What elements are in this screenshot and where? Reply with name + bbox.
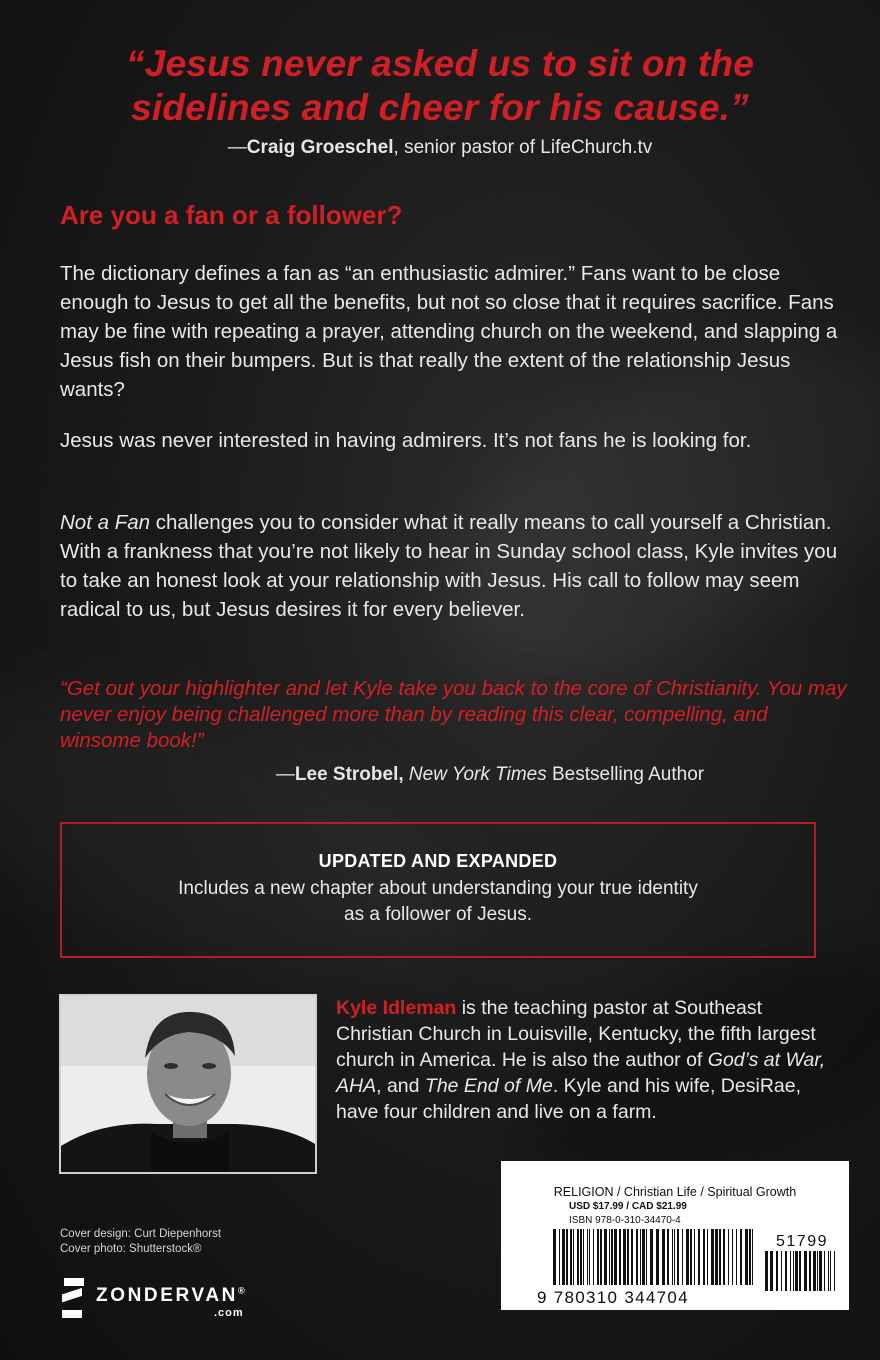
barcode-bar <box>667 1229 669 1285</box>
barcode-bar <box>834 1251 835 1291</box>
endorsement-quote: “Get out your highlighter and let Kyle take you back to the core of Christianity. You may never enjoy being challenged more than by reading this clear, compelling, and winsome book!” <box>60 677 847 752</box>
author-bio-text-1: is the teaching pastor at Southeast Christian Church in Louisville, Kentucky, the fifth largest church in America. He is also the author of <box>336 997 816 1071</box>
barcode-bar <box>636 1229 638 1285</box>
attribution-name: Craig Groeschel <box>246 137 394 158</box>
author-bio-text-2: , and <box>376 1075 425 1097</box>
barcode-bar <box>656 1229 659 1285</box>
publisher-name <box>96 1285 245 1307</box>
updated-box-text: Includes a new chapter about understanding your true identity as a follower of Jesus. <box>178 878 698 925</box>
barcode-panel <box>501 1161 849 1310</box>
barcode-bar <box>736 1229 737 1285</box>
barcode-bar <box>719 1229 721 1285</box>
barcode-bar <box>566 1229 568 1285</box>
barcode-graphic <box>501 1161 849 1310</box>
barcode-addon-bars <box>765 1251 835 1291</box>
author-name: Kyle Idleman <box>336 997 457 1019</box>
barcode-bar <box>694 1229 695 1285</box>
barcode-main-bars <box>553 1229 753 1285</box>
top-quote-line-2: sidelines and cheer for his cause.” <box>131 87 749 128</box>
author-bio-text-3: . Kyle and his wife, DesiRae, have four children and live on a farm. <box>336 1075 802 1123</box>
barcode-bar <box>650 1229 653 1285</box>
barcode-bar <box>819 1251 822 1291</box>
barcode-bar <box>765 1251 768 1291</box>
paragraph-3-text: challenges you to consider what it really means to call yourself a Christian. With a frankness that you’re not likely to hear in Sunday school class, Kyle invites you to take an honest look at your relationship with Jesus. His call to follow may seem radical to us, but Jesus desires it for every believer. <box>60 511 838 621</box>
barcode-bar <box>593 1229 594 1285</box>
barcode-bar <box>793 1251 794 1291</box>
author-bio <box>336 995 836 1125</box>
barcode-bar <box>577 1229 579 1285</box>
barcode-bar <box>799 1251 801 1291</box>
barcode-bar <box>728 1229 729 1285</box>
cover-design-credit: Cover design: Curt Diepenhorst <box>60 1228 222 1240</box>
endorsement-attribution <box>60 764 860 786</box>
barcode-bar <box>785 1251 787 1291</box>
barcode-bar <box>682 1229 683 1285</box>
barcode-isbn: ISBN 978-0-310-34470-4 <box>569 1215 681 1226</box>
barcode-bar <box>662 1229 665 1285</box>
barcode-bar <box>686 1229 689 1285</box>
barcode-bar <box>698 1229 700 1285</box>
endorsement-dash: — <box>275 764 295 785</box>
barcode-main-digits: 9 780310 344704 <box>537 1288 689 1307</box>
barcode-bar <box>553 1229 556 1285</box>
barcode-bar <box>614 1229 617 1285</box>
zondervan-mark-icon <box>60 1276 90 1322</box>
barcode-bar <box>580 1229 582 1285</box>
section-heading: Are you a fan or a follower? <box>60 200 403 230</box>
author-photo <box>59 994 317 1174</box>
barcode-bar <box>749 1229 751 1285</box>
author-book-2: The End of Me <box>424 1075 553 1097</box>
updated-box-title: UPDATED AND EXPANDED <box>318 851 558 871</box>
barcode-bar <box>604 1229 607 1285</box>
barcode-bar <box>627 1229 629 1285</box>
barcode-bar <box>817 1251 818 1291</box>
barcode-bar <box>703 1229 705 1285</box>
barcode-bar <box>573 1229 574 1285</box>
barcode-bar <box>776 1251 778 1291</box>
barcode-bar <box>597 1229 599 1285</box>
cover-credits <box>60 1227 221 1257</box>
barcode-bar <box>642 1229 645 1285</box>
barcode-bar <box>781 1251 782 1291</box>
top-quote-attribution <box>40 137 840 159</box>
barcode-bar <box>623 1229 626 1285</box>
barcode-bar <box>723 1229 725 1285</box>
barcode-bar <box>740 1229 742 1285</box>
barcode-bar <box>711 1229 714 1285</box>
description-paragraph-3 <box>60 508 840 624</box>
barcode-bar <box>674 1229 675 1285</box>
barcode-bar <box>715 1229 718 1285</box>
barcode-bar <box>587 1229 588 1285</box>
cover-photo-credit: Cover photo: Shutterstock® <box>60 1243 202 1255</box>
book-title: Not a Fan <box>60 511 151 534</box>
top-quote-line-1: “Jesus never asked us to sit on the <box>126 43 754 84</box>
barcode-bar <box>813 1251 816 1291</box>
barcode-bar <box>609 1229 610 1285</box>
barcode-bar <box>589 1229 590 1285</box>
barcode-price: USD $17.99 / CAD $21.99 <box>569 1201 687 1212</box>
barcode-bar <box>824 1251 825 1291</box>
barcode-addon-digits: 51799 <box>776 1233 828 1250</box>
barcode-bar <box>804 1251 807 1291</box>
barcode-bar <box>677 1229 679 1285</box>
publisher-name-text: ZONDERVAN <box>96 1285 238 1306</box>
publisher-reg-mark: ® <box>237 1285 245 1296</box>
barcode-bar <box>707 1229 708 1285</box>
updated-expanded-box <box>60 822 816 958</box>
barcode-bar <box>583 1229 584 1285</box>
endorser-name: Lee Strobel, <box>294 764 404 785</box>
barcode-category: RELIGION / Christian Life / Spiritual Growth <box>553 1185 797 1199</box>
barcode-bar <box>640 1229 641 1285</box>
endorser-publication: New York Times <box>408 764 547 785</box>
attribution-dash: — <box>227 137 247 158</box>
barcode-bar <box>690 1229 692 1285</box>
description-paragraph-1: The dictionary defines a fan as “an enthusiastic admirer.” Fans want to be close enough to Jesus to get all the benefits, but not so close that it requires sacrifice. Fans may be fine with repeating a prayer, attending church on the weekend, and slapping a Jesus fish on their bumpers. But is that really the extent of the relationship Jesus wants? <box>60 262 838 401</box>
barcode-bar <box>830 1251 831 1291</box>
barcode-bar <box>795 1251 798 1291</box>
author-book-1: God’s at War, AHA <box>336 1049 826 1097</box>
endorser-role: Bestselling Author <box>552 764 705 785</box>
barcode-bar <box>619 1229 621 1285</box>
top-quote <box>40 42 840 130</box>
publisher-domain: .com <box>214 1307 244 1319</box>
zondervan-logo <box>60 1276 300 1326</box>
attribution-role: , senior pastor of LifeChurch.tv <box>393 137 653 158</box>
author-portrait-illustration <box>61 996 315 1172</box>
description-paragraph-2: Jesus was never interested in having admirers. It’s not fans he is looking for. <box>60 429 752 452</box>
barcode-bar <box>732 1229 733 1285</box>
barcode-bar <box>770 1251 773 1291</box>
barcode-bar <box>631 1229 633 1285</box>
barcode-bar <box>828 1251 829 1291</box>
barcode-bar <box>745 1229 748 1285</box>
barcode-bar <box>611 1229 613 1285</box>
barcode-bar <box>600 1229 602 1285</box>
barcode-bar <box>790 1251 791 1291</box>
barcode-bar <box>562 1229 565 1285</box>
barcode-bar <box>809 1251 811 1291</box>
barcode-bar <box>752 1229 753 1285</box>
barcode-bar <box>570 1229 572 1285</box>
barcode-bar <box>646 1229 647 1285</box>
barcode-bar <box>672 1229 673 1285</box>
barcode-bar <box>559 1229 560 1285</box>
